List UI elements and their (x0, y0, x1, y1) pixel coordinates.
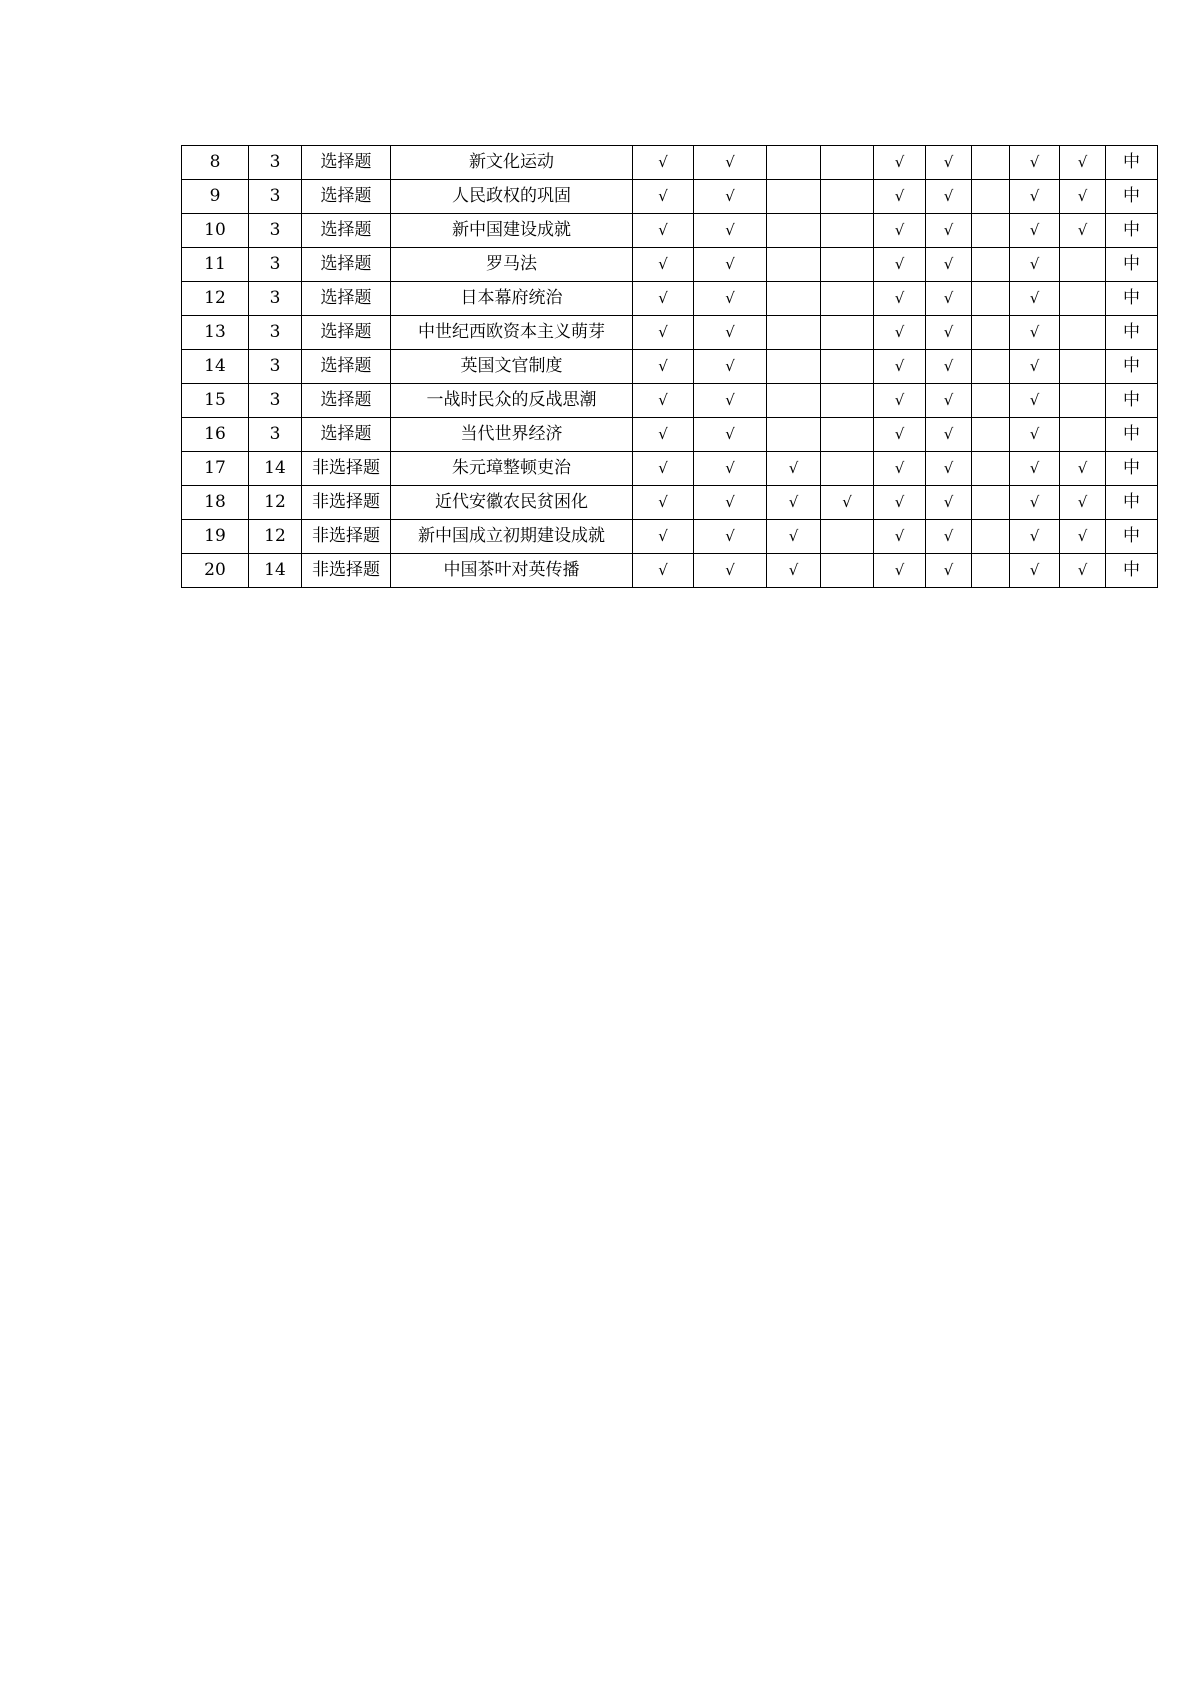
check-mark-cell: √ (633, 384, 694, 418)
topic-cell: 中国茶叶对英传播 (391, 554, 633, 588)
check-mark-cell: √ (926, 248, 972, 282)
check-mark-cell: √ (633, 248, 694, 282)
check-mark-cell (1060, 350, 1106, 384)
question-number-cell: 18 (182, 486, 249, 520)
question-type-cell: 选择题 (302, 214, 391, 248)
check-mark-cell: √ (694, 418, 767, 452)
table-row (182, 384, 1158, 418)
difficulty-cell: 中 (1106, 486, 1158, 520)
check-mark-cell (1060, 418, 1106, 452)
check-mark-cell (767, 282, 821, 316)
check-mark-cell (821, 418, 874, 452)
check-mark-cell: √ (694, 248, 767, 282)
check-mark-cell (767, 146, 821, 180)
score-cell: 3 (249, 384, 302, 418)
question-number-cell: 10 (182, 214, 249, 248)
check-mark-cell: √ (1010, 520, 1060, 554)
check-mark-cell: √ (1010, 248, 1060, 282)
check-mark-cell (821, 282, 874, 316)
table-body (182, 146, 1158, 588)
check-mark-cell: √ (694, 316, 767, 350)
score-cell: 12 (249, 520, 302, 554)
check-mark-cell: √ (1060, 486, 1106, 520)
check-mark-cell (767, 350, 821, 384)
check-mark-cell (821, 384, 874, 418)
table-row (182, 520, 1158, 554)
difficulty-cell: 中 (1106, 350, 1158, 384)
table-row (182, 146, 1158, 180)
check-mark-cell: √ (926, 384, 972, 418)
check-mark-cell: √ (1060, 180, 1106, 214)
difficulty-cell: 中 (1106, 282, 1158, 316)
check-mark-cell (1060, 248, 1106, 282)
check-mark-cell: √ (874, 214, 926, 248)
check-mark-cell: √ (633, 214, 694, 248)
check-mark-cell (972, 554, 1010, 588)
question-number-cell: 13 (182, 316, 249, 350)
check-mark-cell: √ (926, 554, 972, 588)
check-mark-cell: √ (1010, 452, 1060, 486)
check-mark-cell: √ (633, 452, 694, 486)
question-number-cell: 16 (182, 418, 249, 452)
check-mark-cell (821, 554, 874, 588)
check-mark-cell: √ (694, 282, 767, 316)
check-mark-cell (972, 214, 1010, 248)
check-mark-cell (972, 350, 1010, 384)
check-mark-cell (821, 316, 874, 350)
check-mark-cell (972, 452, 1010, 486)
table-row (182, 486, 1158, 520)
table-row (182, 554, 1158, 588)
check-mark-cell: √ (1010, 554, 1060, 588)
question-number-cell: 17 (182, 452, 249, 486)
question-type-cell: 选择题 (302, 146, 391, 180)
difficulty-cell: 中 (1106, 214, 1158, 248)
table-row (182, 180, 1158, 214)
check-mark-cell: √ (926, 146, 972, 180)
check-mark-cell: √ (1010, 214, 1060, 248)
question-number-cell: 12 (182, 282, 249, 316)
score-cell: 14 (249, 452, 302, 486)
check-mark-cell: √ (926, 180, 972, 214)
question-number-cell: 11 (182, 248, 249, 282)
difficulty-cell: 中 (1106, 316, 1158, 350)
score-cell: 12 (249, 486, 302, 520)
question-type-cell: 非选择题 (302, 452, 391, 486)
question-type-cell: 选择题 (302, 282, 391, 316)
check-mark-cell: √ (633, 146, 694, 180)
check-mark-cell: √ (694, 146, 767, 180)
score-cell: 3 (249, 282, 302, 316)
check-mark-cell: √ (926, 520, 972, 554)
check-mark-cell: √ (767, 554, 821, 588)
check-mark-cell: √ (821, 486, 874, 520)
check-mark-cell (767, 418, 821, 452)
check-mark-cell: √ (1010, 146, 1060, 180)
check-mark-cell (972, 418, 1010, 452)
check-mark-cell: √ (1060, 554, 1106, 588)
check-mark-cell: √ (694, 214, 767, 248)
check-mark-cell: √ (633, 418, 694, 452)
question-type-cell: 非选择题 (302, 520, 391, 554)
check-mark-cell: √ (874, 248, 926, 282)
check-mark-cell: √ (874, 520, 926, 554)
check-mark-cell (972, 180, 1010, 214)
check-mark-cell: √ (767, 520, 821, 554)
question-number-cell: 9 (182, 180, 249, 214)
score-cell: 3 (249, 180, 302, 214)
check-mark-cell: √ (926, 486, 972, 520)
check-mark-cell (1060, 384, 1106, 418)
check-mark-cell (972, 384, 1010, 418)
difficulty-cell: 中 (1106, 146, 1158, 180)
check-mark-cell: √ (1010, 350, 1060, 384)
check-mark-cell (821, 248, 874, 282)
check-mark-cell: √ (874, 146, 926, 180)
table-row (182, 418, 1158, 452)
question-number-cell: 8 (182, 146, 249, 180)
check-mark-cell: √ (1010, 384, 1060, 418)
check-mark-cell: √ (874, 282, 926, 316)
topic-cell: 朱元璋整顿吏治 (391, 452, 633, 486)
check-mark-cell: √ (1060, 214, 1106, 248)
check-mark-cell (821, 146, 874, 180)
question-type-cell: 非选择题 (302, 554, 391, 588)
check-mark-cell: √ (874, 418, 926, 452)
check-mark-cell (821, 214, 874, 248)
check-mark-cell: √ (1010, 282, 1060, 316)
check-mark-cell: √ (874, 384, 926, 418)
score-cell: 3 (249, 316, 302, 350)
check-mark-cell (767, 180, 821, 214)
check-mark-cell (1060, 282, 1106, 316)
question-type-cell: 选择题 (302, 350, 391, 384)
check-mark-cell: √ (633, 282, 694, 316)
difficulty-cell: 中 (1106, 418, 1158, 452)
table-row (182, 452, 1158, 486)
check-mark-cell: √ (926, 316, 972, 350)
question-type-cell: 选择题 (302, 248, 391, 282)
question-type-cell: 选择题 (302, 316, 391, 350)
check-mark-cell (767, 316, 821, 350)
check-mark-cell (972, 316, 1010, 350)
topic-cell: 新中国建设成就 (391, 214, 633, 248)
check-mark-cell (972, 520, 1010, 554)
question-analysis-table (181, 145, 1158, 588)
table-row (182, 350, 1158, 384)
check-mark-cell: √ (1060, 146, 1106, 180)
check-mark-cell: √ (633, 316, 694, 350)
check-mark-cell: √ (633, 486, 694, 520)
check-mark-cell: √ (694, 452, 767, 486)
difficulty-cell: 中 (1106, 384, 1158, 418)
check-mark-cell: √ (1060, 452, 1106, 486)
check-mark-cell (972, 248, 1010, 282)
topic-cell: 人民政权的巩固 (391, 180, 633, 214)
check-mark-cell: √ (633, 180, 694, 214)
table-row (182, 248, 1158, 282)
check-mark-cell: √ (874, 350, 926, 384)
question-number-cell: 14 (182, 350, 249, 384)
check-mark-cell: √ (926, 452, 972, 486)
check-mark-cell: √ (767, 486, 821, 520)
question-number-cell: 19 (182, 520, 249, 554)
table-row (182, 214, 1158, 248)
check-mark-cell: √ (874, 486, 926, 520)
check-mark-cell (1060, 316, 1106, 350)
question-number-cell: 15 (182, 384, 249, 418)
check-mark-cell: √ (633, 554, 694, 588)
score-cell: 3 (249, 418, 302, 452)
question-number-cell: 20 (182, 554, 249, 588)
check-mark-cell: √ (633, 520, 694, 554)
topic-cell: 日本幕府统治 (391, 282, 633, 316)
difficulty-cell: 中 (1106, 452, 1158, 486)
check-mark-cell: √ (633, 350, 694, 384)
check-mark-cell (767, 384, 821, 418)
check-mark-cell: √ (1010, 180, 1060, 214)
check-mark-cell: √ (1010, 316, 1060, 350)
check-mark-cell: √ (874, 452, 926, 486)
check-mark-cell: √ (926, 418, 972, 452)
difficulty-cell: 中 (1106, 248, 1158, 282)
difficulty-cell: 中 (1106, 554, 1158, 588)
check-mark-cell: √ (694, 384, 767, 418)
check-mark-cell: √ (1010, 486, 1060, 520)
check-mark-cell (821, 180, 874, 214)
topic-cell: 英国文官制度 (391, 350, 633, 384)
check-mark-cell: √ (1010, 418, 1060, 452)
question-type-cell: 选择题 (302, 180, 391, 214)
check-mark-cell: √ (874, 180, 926, 214)
table-row (182, 316, 1158, 350)
score-cell: 3 (249, 214, 302, 248)
check-mark-cell: √ (1060, 520, 1106, 554)
check-mark-cell (972, 486, 1010, 520)
check-mark-cell: √ (694, 520, 767, 554)
score-cell: 3 (249, 248, 302, 282)
check-mark-cell (821, 350, 874, 384)
check-mark-cell (821, 452, 874, 486)
topic-cell: 新中国成立初期建设成就 (391, 520, 633, 554)
question-type-cell: 选择题 (302, 418, 391, 452)
check-mark-cell: √ (926, 350, 972, 384)
topic-cell: 中世纪西欧资本主义萌芽 (391, 316, 633, 350)
question-type-cell: 非选择题 (302, 486, 391, 520)
topic-cell: 新文化运动 (391, 146, 633, 180)
check-mark-cell: √ (694, 180, 767, 214)
check-mark-cell: √ (874, 554, 926, 588)
score-cell: 14 (249, 554, 302, 588)
topic-cell: 一战时民众的反战思潮 (391, 384, 633, 418)
check-mark-cell (767, 248, 821, 282)
score-cell: 3 (249, 350, 302, 384)
check-mark-cell: √ (694, 486, 767, 520)
check-mark-cell: √ (874, 316, 926, 350)
check-mark-cell (821, 520, 874, 554)
topic-cell: 当代世界经济 (391, 418, 633, 452)
topic-cell: 近代安徽农民贫困化 (391, 486, 633, 520)
check-mark-cell (972, 146, 1010, 180)
check-mark-cell: √ (926, 282, 972, 316)
table-row (182, 282, 1158, 316)
question-type-cell: 选择题 (302, 384, 391, 418)
check-mark-cell (767, 214, 821, 248)
check-mark-cell (972, 282, 1010, 316)
check-mark-cell: √ (767, 452, 821, 486)
check-mark-cell: √ (694, 350, 767, 384)
difficulty-cell: 中 (1106, 180, 1158, 214)
check-mark-cell: √ (926, 214, 972, 248)
score-cell: 3 (249, 146, 302, 180)
difficulty-cell: 中 (1106, 520, 1158, 554)
topic-cell: 罗马法 (391, 248, 633, 282)
check-mark-cell: √ (694, 554, 767, 588)
